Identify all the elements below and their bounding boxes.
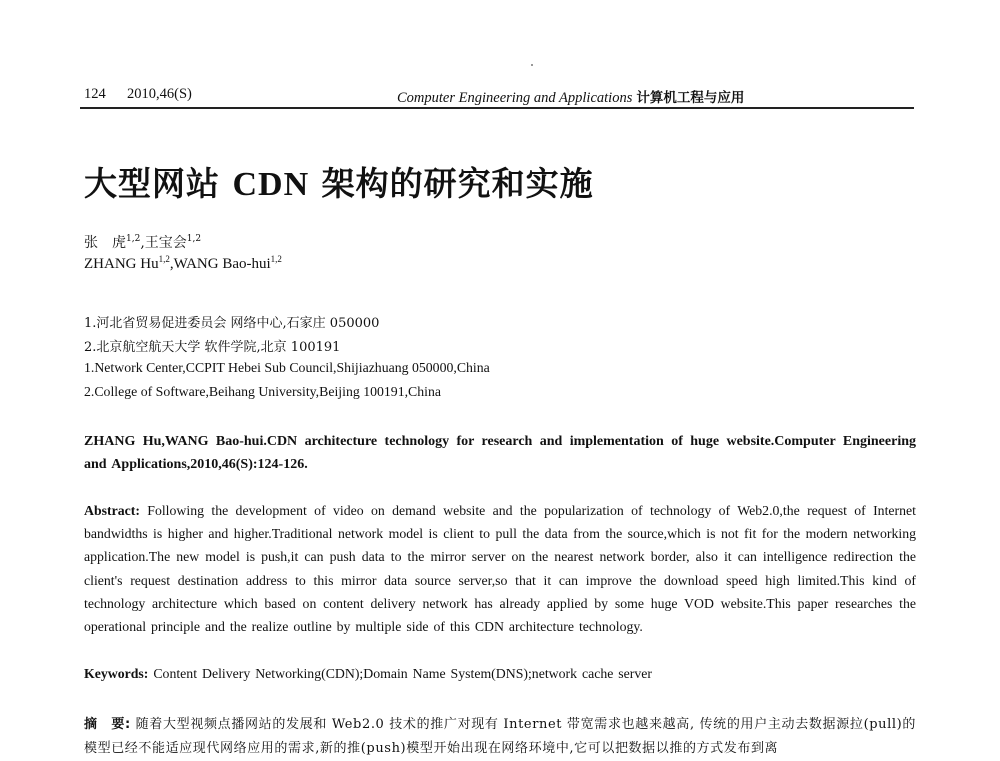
keywords-label: Keywords: — [84, 666, 149, 681]
abstract-cn — [84, 713, 916, 761]
authors-cn — [84, 232, 201, 252]
abstract-cn-label: 摘 要: — [84, 717, 131, 732]
abstract-label: Abstract: — [84, 503, 140, 518]
running-head — [84, 86, 914, 106]
author-separator: , — [140, 235, 145, 251]
title-latin: CDN — [232, 166, 310, 203]
journal-name-cn: 计算机工程与应用 — [636, 90, 745, 106]
title-cn-part1: 大型网站 — [84, 164, 233, 203]
author-name: ZHANG Hu — [84, 256, 159, 272]
author-name: 张 虎 — [84, 235, 126, 251]
journal-name — [397, 86, 744, 107]
abstract-cn-text: 随着大型视频点播网站的发展和 Web2.0 技术的推广对现有 Internet 带宽需求也越来越高, 传统的用户主动去数据源拉(pull)的模型已经不能适应现代网络应用的需求,新的推(push)模型开始出现在网络环境中,它可以把数据以推的方式发布到离 — [84, 717, 916, 756]
author-affil-mark: 1,2 — [186, 234, 202, 244]
affiliation-cn-1: 1.河北省贸易促进委员会 网络中心,石家庄 050000 — [84, 316, 380, 331]
author-name: 王宝会 — [144, 235, 187, 251]
volume-issue: 2010,46(S) — [127, 86, 192, 102]
abstract-text: Following the development of video on demand website and the popularization of technology of Web2.0,the request of Internet bandwidths is higher and higher.Traditional network model is client to pull the data from the source,which is not fit for the modern networking application.The new model is push,it can push data to the mirror server on the nearest network border, also it can intelligence redirection the client's request destination address to this mirror data source server,so that it can improve the download speed high limited.This kind of technology architecture which based on content delivery network has already applied by some huge VOD website.This paper researches the operational principle and the realize outline by multiple side of this CDN architecture technology. — [84, 503, 916, 635]
author-affil-mark: 1,2 — [126, 234, 141, 244]
page-number: 124 — [84, 86, 106, 102]
journal-name-en: Computer Engineering and Applications — [397, 90, 633, 106]
author-separator: , — [169, 256, 174, 272]
affiliation-en-1: 1.Network Center,CCPIT Hebei Sub Council,Shijiazhuang 050000,China — [84, 360, 490, 375]
authors-en — [84, 256, 282, 273]
affiliation-cn-2: 2.北京航空航天大学 软件学院,北京 100191 — [84, 340, 341, 355]
author-affil-mark: 1,2 — [270, 254, 282, 264]
keywords-en — [84, 666, 916, 682]
author-name: WANG Bao-hui — [173, 256, 271, 272]
header-rule — [80, 107, 914, 109]
citation-reference: ZHANG Hu,WANG Bao-hui.CDN architecture technology for research and implementation of huge website.Computer Engineering and Applications,2010,46(S):124-126. — [84, 434, 916, 472]
paper-title — [84, 158, 594, 205]
scan-speck — [531, 64, 533, 66]
keywords-text: Content Delivery Networking(CDN);Domain Name System(DNS);network cache server — [148, 666, 653, 681]
title-cn-part2: 架构的研究和实施 — [309, 164, 594, 203]
author-affil-mark: 1,2 — [158, 254, 170, 264]
affiliation-en-2: 2.College of Software,Beihang University,Beijing 100191,China — [84, 384, 442, 399]
abstract-en — [84, 499, 916, 638]
